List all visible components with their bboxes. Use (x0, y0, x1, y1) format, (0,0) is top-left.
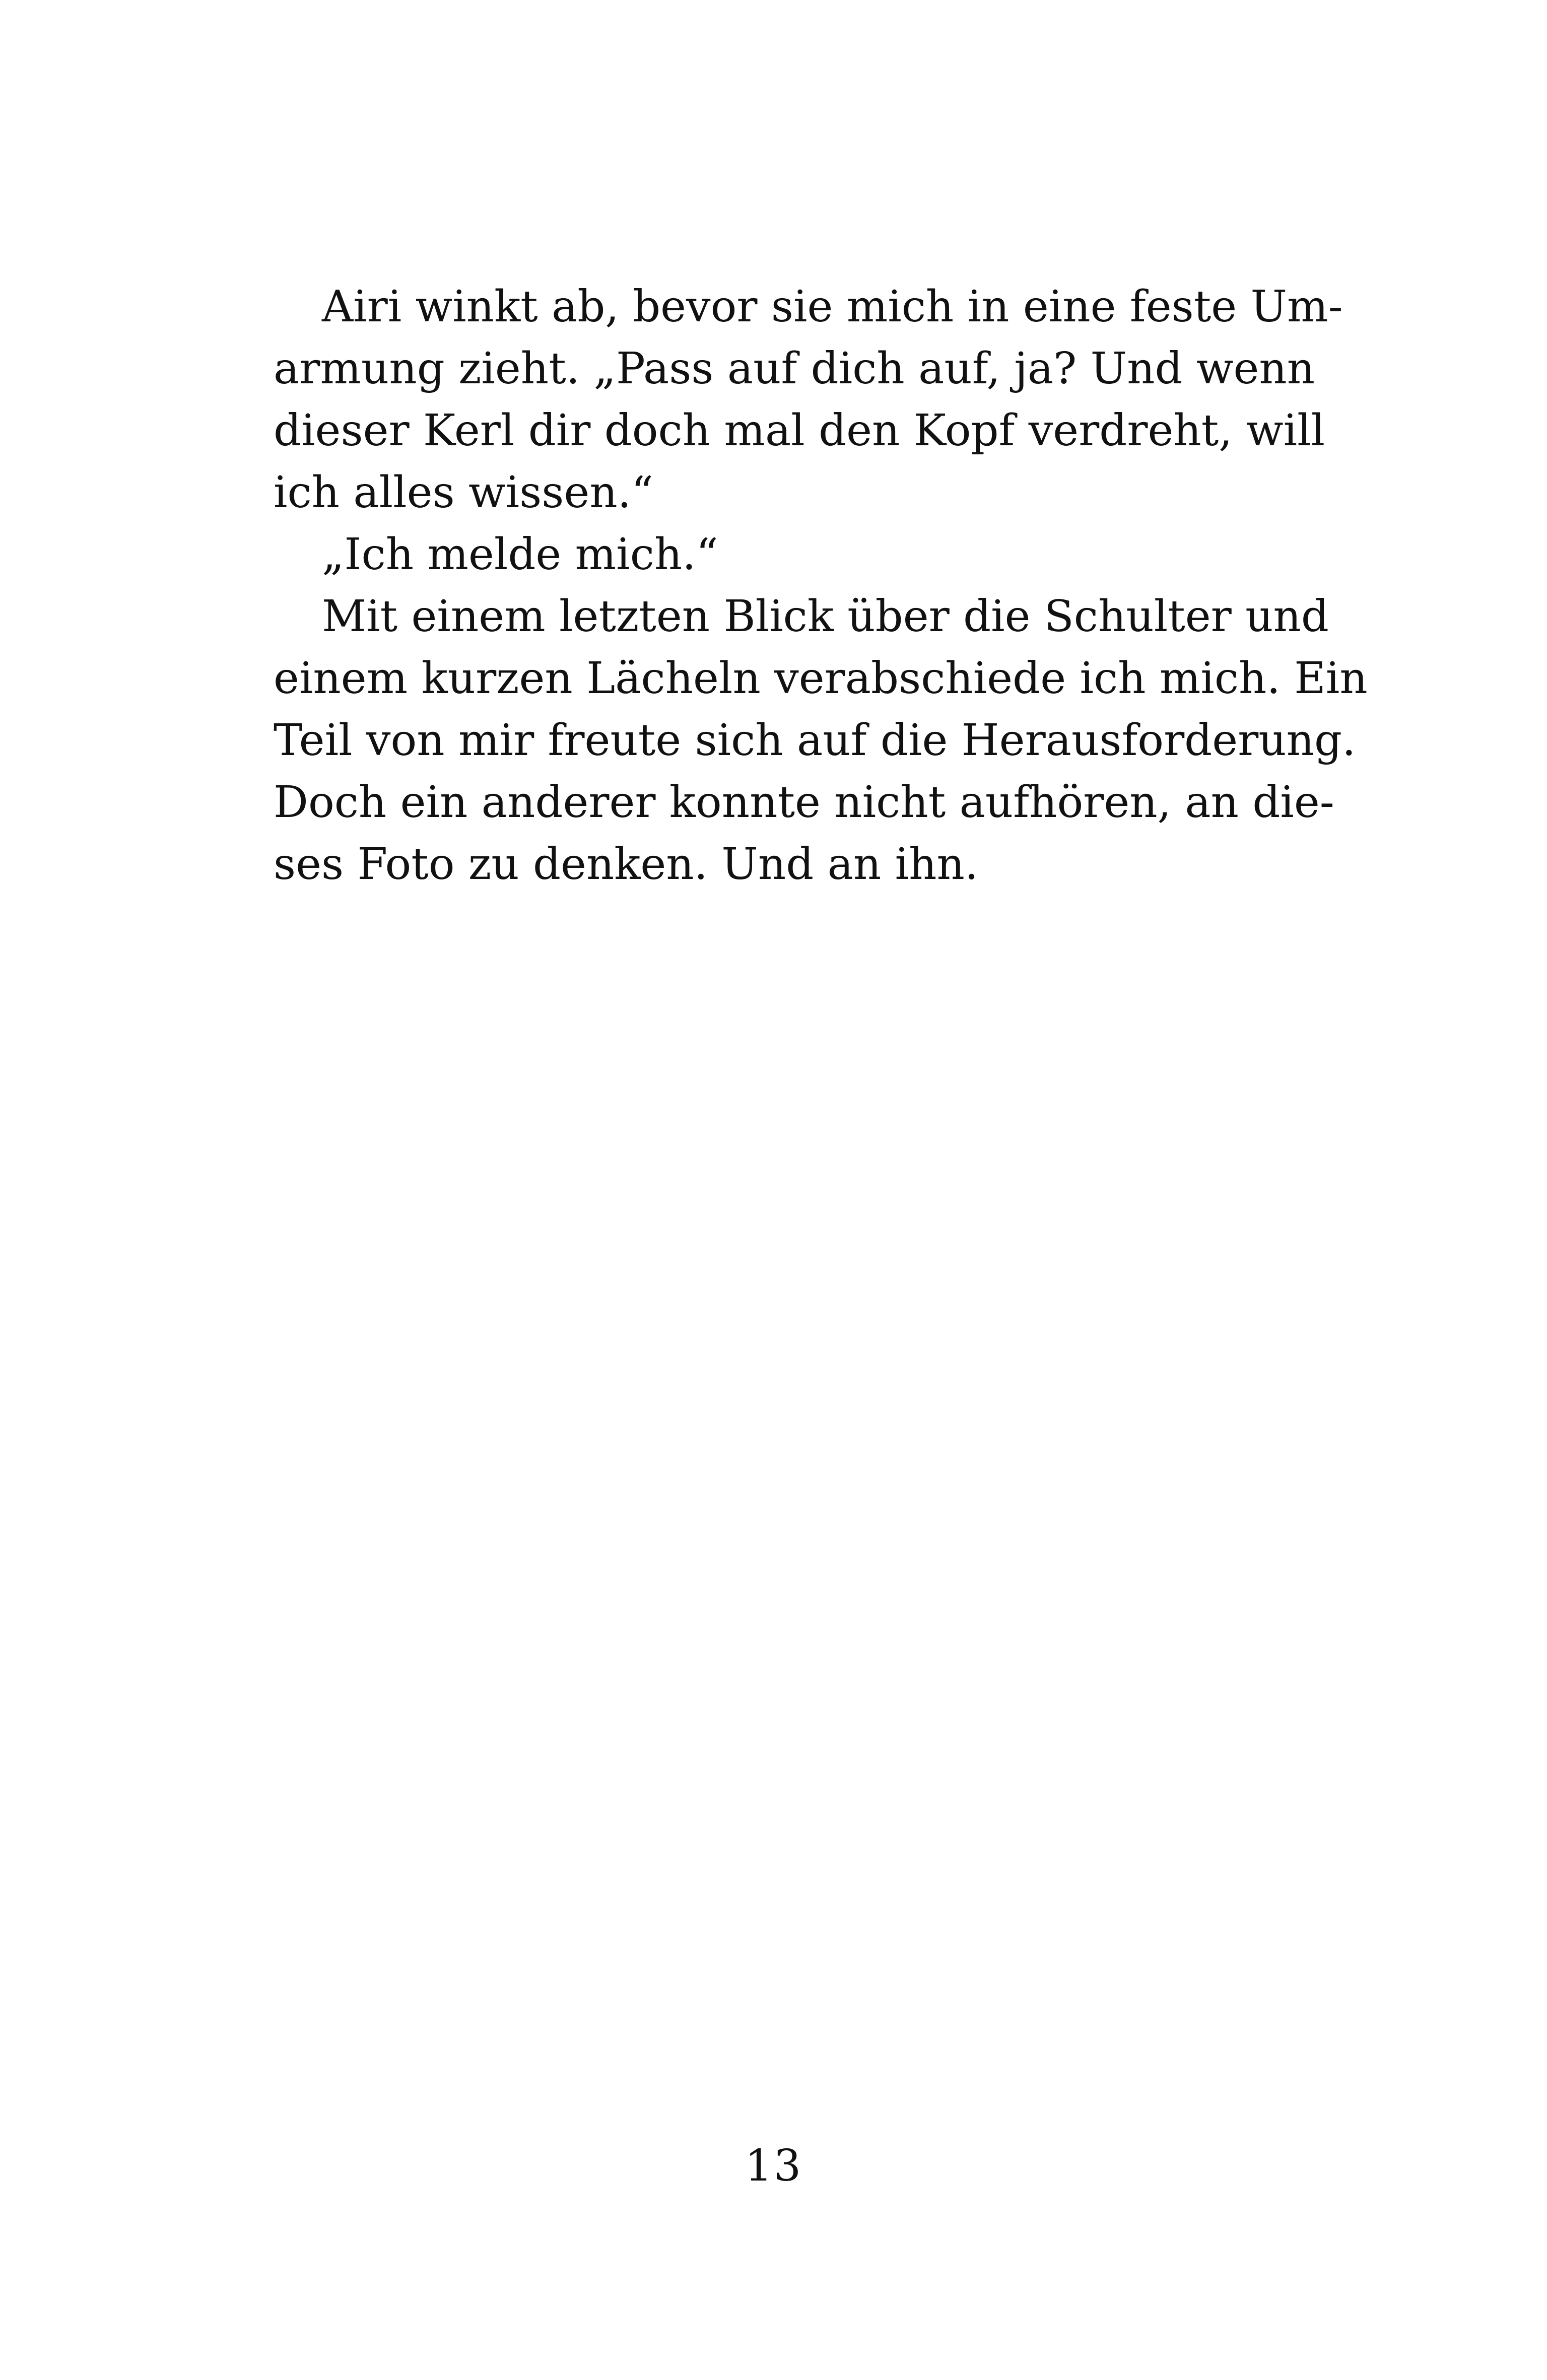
text-line: ses Foto zu denken. Und an ihn. (274, 839, 979, 890)
text-line: einem kurzen Lächeln verabschiede ich mich. Ein (274, 653, 1368, 704)
text-line: armung zieht. „Pass auf dich auf, ja? Und wenn (274, 344, 1315, 394)
body-text (274, 276, 1368, 896)
text-line: Doch ein anderer konnte nicht aufhören, an die- (274, 777, 1334, 828)
text-line: „Ich melde mich.“ (322, 529, 718, 580)
text-line: Airi winkt ab, bevor sie mich in eine feste Um- (322, 282, 1343, 332)
page-number: 13 (745, 2141, 802, 2191)
text-line: Teil von mir freute sich auf die Herausforderung. (274, 715, 1356, 766)
text-line: Mit einem letzten Blick über die Schulter und (322, 591, 1329, 642)
text-line: ich alles wissen.“ (274, 467, 654, 518)
text-line: dieser Kerl dir doch mal den Kopf verdreht, will (274, 405, 1325, 456)
